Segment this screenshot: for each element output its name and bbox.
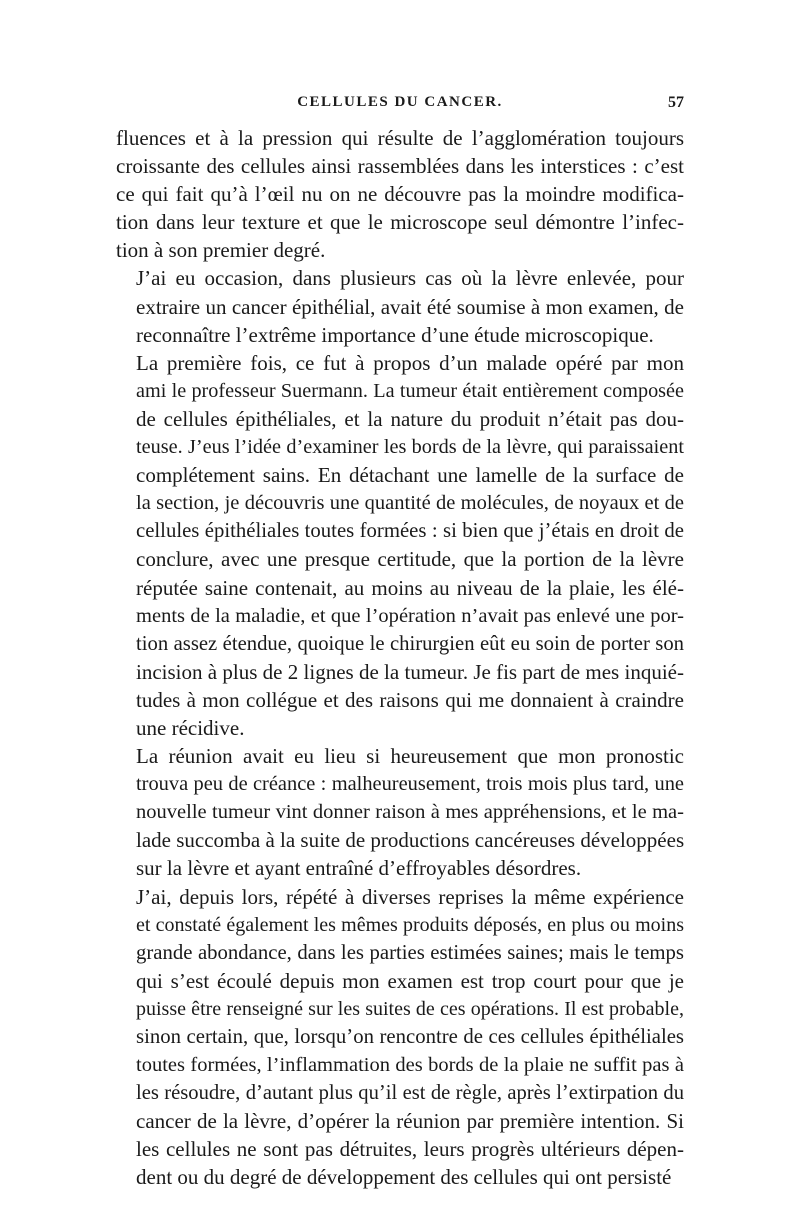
text-line: sur la lèvre et ayant entraîné d’effroyables désordres.: [136, 856, 582, 881]
paragraph: [116, 349, 684, 742]
text-line: et constaté également les mêmes produits déposés, en plus ou moins: [136, 913, 684, 936]
text-line: sinon certain, que, lorsqu’on rencontre de ces cellules épithéliales: [136, 1026, 684, 1048]
text-line: toutes formées, l’inflammation des bords de la plaie ne suffit pas à: [136, 1054, 684, 1077]
running-head: [116, 94, 684, 118]
text-line: ce qui fait qu’à l’œil nu on ne découvre pas la moindre modifica-: [116, 182, 684, 207]
text-line: incision à plus de 2 lignes de la tumeur. Je fis part de mes inquié-: [136, 659, 684, 684]
text-line: qui s’est écoulé depuis mon examen est trop court pour que je: [136, 968, 684, 993]
text-line: dent ou du degré de développement des cellules qui ont persisté: [136, 1165, 672, 1190]
running-title: CELLULES DU CANCER.: [297, 94, 503, 110]
text-line: grande abondance, dans les parties estimées saines; mais le temps: [136, 941, 684, 964]
text-line: ami le professeur Suermann. La tumeur était entièrement composée: [136, 379, 684, 402]
text-line: teuse. J’eus l’idée d’examiner les bords de la lèvre, qui paraissaient: [136, 436, 684, 459]
text-line: reconnaître l’extrême importance d’une étude microscopique.: [136, 322, 654, 347]
text-line: les cellules ne sont pas détruites, leurs progrès ultérieurs dépen-: [136, 1137, 684, 1162]
text-line: tion assez étendue, quoique le chirurgien eût eu soin de porter son: [136, 632, 684, 655]
paragraph: [116, 742, 684, 882]
text-line: la section, je découvris une quantité de molécules, de noyaux et de: [136, 492, 684, 515]
text-line: les résoudre, d’autant plus qu’il est de règle, après l’extirpation du: [136, 1082, 684, 1105]
text-line: croissante des cellules ainsi rassemblées dans les interstices : c’est: [116, 154, 684, 179]
text-line: complétement sains. En détachant une lamelle de la surface de: [136, 463, 684, 488]
body-text: [116, 124, 684, 1192]
text-line: une récidive.: [136, 715, 245, 740]
text-line: J’ai eu occasion, dans plusieurs cas où la lèvre enlevée, pour: [136, 266, 684, 291]
text-line: tudes à mon collégue et des raisons qui me donnaient à craindre: [136, 687, 684, 712]
text-line: cellules épithéliales toutes formées : si bien que j’étais en droit de: [136, 520, 684, 543]
paragraph: [116, 883, 684, 1192]
text-line: conclure, avec une presque certitude, que la portion de la lèvre: [136, 547, 684, 572]
text-line: La première fois, ce fut à propos d’un malade opéré par mon: [136, 350, 684, 375]
text-line: cancer de la lèvre, d’opérer la réunion par première intention. Si: [136, 1109, 684, 1134]
text-line: J’ai, depuis lors, répété à diverses reprises la même expérience: [136, 884, 684, 909]
book-page: [116, 94, 684, 1192]
text-line: puisse être renseigné sur les suites de ces opérations. Il est probable,: [136, 997, 684, 1020]
paragraph: [116, 264, 684, 348]
text-line: de cellules épithéliales, et la nature du produit n’était pas dou-: [136, 406, 684, 431]
text-line: trouva peu de créance : malheureusement, trois mois plus tard, une: [136, 773, 684, 796]
text-line: réputée saine contenait, au moins au niveau de la plaie, les élé-: [136, 575, 684, 600]
text-line: La réunion avait eu lieu si heureusement que mon pronostic: [136, 744, 684, 769]
text-line: extraire un cancer épithélial, avait été soumise à mon examen, de: [136, 294, 684, 319]
page-number: 57: [668, 94, 684, 111]
text-line: lade succomba à la suite de productions cancéreuses développées: [136, 828, 685, 853]
text-line: tion dans leur texture et que le microscope seul démontre l’infec-: [116, 210, 684, 235]
text-line: ments de la maladie, et que l’opération n’avait pas enlevé une por-: [136, 604, 684, 627]
paragraph: [116, 124, 684, 264]
text-line: tion à son premier degré.: [116, 238, 326, 263]
text-line: nouvelle tumeur vint donner raison à mes appréhensions, et le ma-: [136, 801, 684, 824]
text-line: fluences et à la pression qui résulte de l’agglomération toujours: [116, 126, 684, 150]
